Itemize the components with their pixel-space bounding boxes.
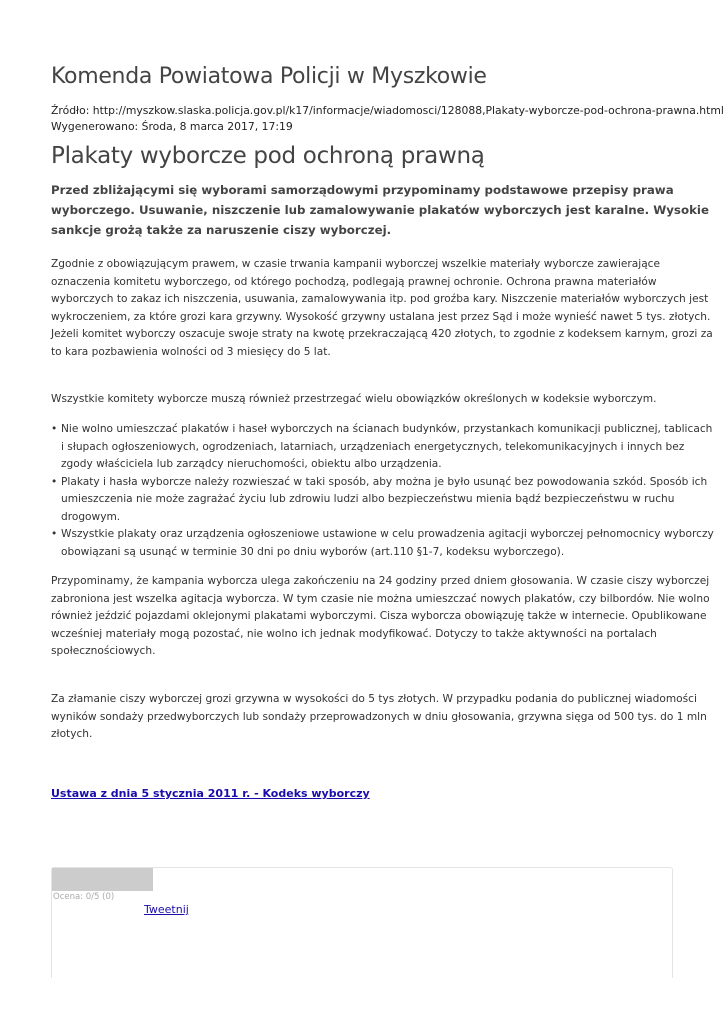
source-line: Źródło: http://myszkow.slaska.policja.gov.pl/k17/informacje/wiadomosci/128088,Plakaty-wyborcze-pod-ochrona-prawna.html [51, 104, 724, 117]
site-title: Komenda Powiatowa Policji w Myszkowie [51, 64, 487, 89]
paragraph-line: to kara pozbawienia wolności od 3 miesięcy do 5 lat. [51, 345, 331, 358]
paragraph-line: złotych. [51, 728, 93, 740]
paragraph-line: Przypominamy, że kampania wyborcza ulega zakończeniu na 24 godziny przed dniem głosowania. W czasie ciszy wyborczej [51, 575, 710, 587]
list-item-line: umieszczenia nie może zagrażać życiu lub zdrowiu ludzi albo bezpieczeństwu mienia bądź bezpieczeństwu w ruchu [61, 493, 675, 505]
list-item-line: zgody właściciela lub zarządcy nieruchomości, obiektu albo urządzenia. [61, 458, 442, 470]
paragraph-legal-protection [51, 256, 713, 361]
list-item-line: i słupach ogłoszeniowych, ogrodzeniach, latarniach, urządzeniach energetycznych, telekomunikacyjnych i innych bez [61, 440, 685, 453]
rating-bar[interactable] [52, 868, 153, 891]
article-title: Plakaty wyborcze pod ochroną prawną [51, 143, 485, 169]
list-item [51, 474, 708, 527]
bullet-icon: • [51, 423, 58, 435]
paragraph-silence [51, 573, 710, 661]
paragraph-line: społecznościowych. [51, 645, 156, 657]
list-item-line: Wszystkie plakaty oraz urządzenia ogłoszeniowe ustawione w celu prowadzenia agitacji wyborczej pełnomocnicy wyborczy [61, 528, 714, 540]
list-item-line: drogowym. [61, 510, 121, 523]
paragraph-line: wykroczeniem, za które grozi kara grzywny. Wysokość grzywny ustalana jest przez Sąd i może wynieść nawet 5 tys. złotych. [51, 310, 711, 323]
lead-line: wyborczego. Usuwanie, niszczenie lub zamalowywanie plakatów wyborczych jest karalne. Wysokie [51, 203, 709, 217]
lead-line: Przed zbliżającymi się wyborami samorządowymi przypominamy podstawowe przepisy prawa [51, 183, 674, 197]
list-item [51, 421, 713, 474]
tweet-link[interactable]: Tweetnij [144, 903, 189, 916]
bullet-icon: • [51, 475, 58, 488]
paragraph-line: wcześniej materiały mogą pozostać, nie wolno ich jednak modyfikować. Dotyczy to także aktywności na portalach [51, 627, 657, 640]
paragraph-committees [51, 391, 681, 409]
obligations-list [51, 421, 714, 561]
list-item-line: obowiązani są usunąć w terminie 30 dni po dniu wyborów (art.110 §1-7, kodeksu wyborczego). [61, 545, 565, 558]
paragraph-line: Za złamanie ciszy wyborczej grozi grzywna w wysokości do 5 tys złotych. W przypadku podania do publicznej wiadomości [51, 693, 697, 705]
law-link[interactable]: Ustawa z dnia 5 stycznia 2011 r. - Kodeks wyborczy [51, 787, 370, 800]
paragraph-line: zabroniona jest wszelka agitacja wyborcza. W tym czasie nie można umieszczać nowych plakatów, czy bilbordów. Nie wolno [51, 592, 710, 605]
generated-line: Wygenerowano: Środa, 8 marca 2017, 17:19 [51, 120, 293, 133]
paragraph-line: Wszystkie komitety wyborcze muszą również przestrzegać wielu obowiązków określonych w kodeksie wyborczym. [51, 393, 657, 405]
paragraph-line: wyborczych to zakaz ich niszczenia, usuwania, zamalowywania itp. pod groźba kary. Niszczenie materiałów wyborczych jest [51, 293, 709, 305]
paragraph-line: wyników sondaży przedwyborczych lub sondaży przeprowadzonych w dniu głosowania, grzywna sięga od 500 tys. do 1 mln [51, 710, 707, 723]
meta-info [51, 103, 724, 135]
lead-line: sankcje grożą także za naruszenie ciszy wyborczej. [51, 223, 392, 237]
rating-widget [51, 867, 673, 978]
paragraph-fines [51, 691, 707, 744]
list-item-line: Nie wolno umieszczać plakatów i haseł wyborczych na ścianach budynków, przystankach komunikacji publicznej, tablicach [61, 423, 713, 435]
paragraph-line: Jeżeli komitet wyborczy oszacuje swoje straty na kwotę przekraczającą 420 złotych, to zgodnie z kodeksem karnym, grozi za [51, 328, 713, 340]
paragraph-line: również jeździć pojazdami oklejonymi plakatami wyborczymi. Cisza wyborcza obowiązuję także w internecie. Opublikowane [51, 610, 707, 622]
article-lead [51, 180, 709, 240]
paragraph-line: oznaczenia komitetu wyborczego, od którego pochodzą, podlegają prawnej ochronie. Ochrona prawna materiałów [51, 275, 657, 288]
rating-text: Ocena: 0/5 (0) [53, 892, 115, 902]
list-item [51, 526, 714, 561]
paragraph-line: Zgodnie z obowiązującym prawem, w czasie trwania kampanii wyborczej wszelkie materiały wyborcze zawierające [51, 258, 661, 270]
list-item-line: Plakaty i hasła wyborcze należy rozwieszać w taki sposób, aby można je było usunąć bez powodowania szkód. Sposób ich [61, 475, 708, 488]
bullet-icon: • [51, 528, 58, 540]
